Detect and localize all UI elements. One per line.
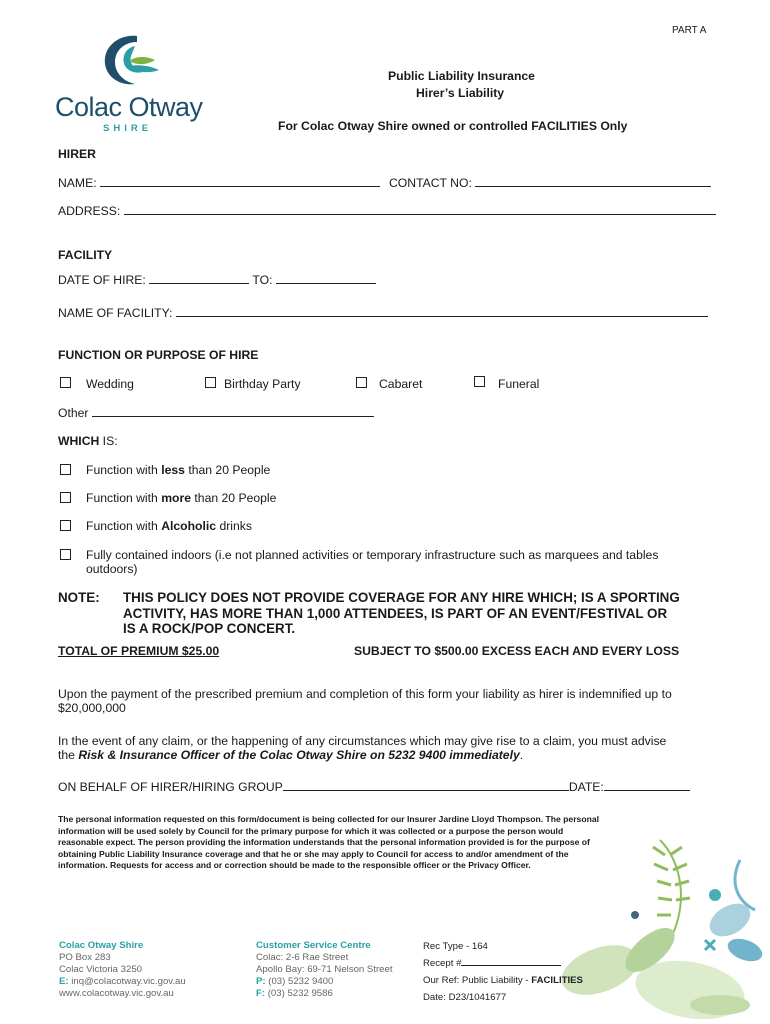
excess-text: SUBJECT TO $500.00 EXCESS EACH AND EVERY LOSS [354,644,680,658]
contact-field[interactable] [389,176,711,190]
facility-name-field[interactable] [58,306,708,320]
logo-shire: SHIRE [103,123,153,134]
date-input-line[interactable] [604,780,690,791]
date-of-hire-label: DATE OF HIRE: [58,273,146,287]
total-premium: TOTAL OF PREMIUM $25.00 [58,644,220,658]
logo [55,30,205,134]
behalf-input-line[interactable] [283,780,569,791]
footer-col-council: Colac Otway Shire PO Box 283 Colac Victoria 3250 E: inq@colacotway.vic.gov.au www.colacotway.vic.gov.au [59,940,186,999]
alcoholic-label: Function with Alcoholic drinks [86,519,252,533]
other-field[interactable] [58,406,374,420]
function-title: FUNCTION OR PURPOSE OF HIRE [58,348,259,362]
contact-input-line[interactable] [475,176,711,187]
less-than-20-checkbox[interactable] [60,464,71,475]
date-label: DATE: [568,780,604,794]
date-of-hire-input-line[interactable] [149,273,249,284]
wedding-label: Wedding [86,377,134,391]
funeral-label: Funeral [498,377,540,391]
birthday-party-label: Birthday Party [224,377,301,391]
funeral-checkbox[interactable] [474,376,485,387]
indemnity-paragraph: Upon the payment of the prescribed premium and completion of this form your liability as hirer is indemnified up to $20,000,000 [58,687,672,715]
indoors-checkbox[interactable] [60,549,71,560]
to-date-input-line[interactable] [276,273,376,284]
hirer-title: HIRER [58,147,96,161]
cabaret-checkbox[interactable] [356,377,367,388]
facility-title: FACILITY [58,248,113,262]
behalf-field[interactable] [58,780,690,794]
behalf-label: ON BEHALF OF HIRER/HIRING GROUP [58,780,283,794]
logo-mark-icon [95,30,165,90]
other-label: Other [58,406,89,420]
wedding-checkbox[interactable] [60,377,71,388]
heading-line1: Public Liability Insurance [388,69,535,83]
address-input-line[interactable] [124,204,716,215]
birthday-party-checkbox[interactable] [205,377,216,388]
address-label: ADDRESS: [58,204,121,218]
note-label: NOTE: [58,590,100,605]
contact-label: CONTACT NO: [389,176,472,190]
date-of-hire-field[interactable] [58,273,376,287]
more-than-20-checkbox[interactable] [60,492,71,503]
footer-col-record: Rec Type - 164 Recept # Our Ref: Public Liability - FACILITIES Date: D23/1041677 [423,941,583,1003]
facility-name-input-line[interactable] [176,306,708,317]
note-text: THIS POLICY DOES NOT PROVIDE COVERAGE FOR ANY HIRE WHICH; IS A SPORTING ACTIVITY, HAS MORE THAN 1,000 ATTENDEES, IS PART OF AN EVENT/FESTIVAL OR IS A ROCK/POP CONCERT. [123,590,680,636]
claim-paragraph: In the event of any claim, or the happening of any circumstances which may give rise to a claim, you must advise the Risk & Insurance Officer of the Colac Otway Shire on 5232 9400 immediately. [58,734,667,762]
heading-line3: For Colac Otway Shire owned or controlled FACILITIES Only [278,119,628,133]
name-input-line[interactable] [100,176,380,187]
indoors-label-line1: Fully contained indoors (i.e not planned activities or temporary infrastructure such as marquees and tables [86,548,659,562]
receipt-input-line[interactable] [461,957,561,966]
other-input-line[interactable] [92,406,374,417]
name-field[interactable] [58,176,380,190]
indoors-label-line2: outdoors) [86,562,138,576]
alcoholic-checkbox[interactable] [60,520,71,531]
name-label: NAME: [58,176,97,190]
more-than-20-label: Function with more than 20 People [86,491,277,505]
address-field[interactable] [58,204,716,218]
which-title: WHICH IS: [58,434,118,448]
privacy-statement: The personal information requested on this form/document is being collected for our Insurer Jardine Lloyd Thompson. The personal information will be used solely by Council for the primary purpose for which it was collected or a purpose the person would reasonable expect. The person providing the information understands that the personal information provided is for the purpose of obtaining Public Liability Insurance coverage and that he or she may apply to Council for access to and/or amendment of the information. Requests for access and or correction should be made to the responsible officer or the Privacy Officer. [58,814,599,871]
part-label: PART A [672,25,707,36]
facility-name-label: NAME OF FACILITY: [58,306,173,320]
to-label: TO: [252,273,273,287]
logo-name: Colac Otway [55,92,203,122]
footer-col-service-centre: Customer Service Centre Colac: 2-6 Rae Street Apollo Bay: 69-71 Nelson Street P: (03) 5232 9400 F: (03) 5232 9586 [256,940,393,999]
less-than-20-label: Function with less than 20 People [86,463,271,477]
heading-line2: Hirer’s Liability [416,86,505,100]
cabaret-label: Cabaret [379,377,423,391]
